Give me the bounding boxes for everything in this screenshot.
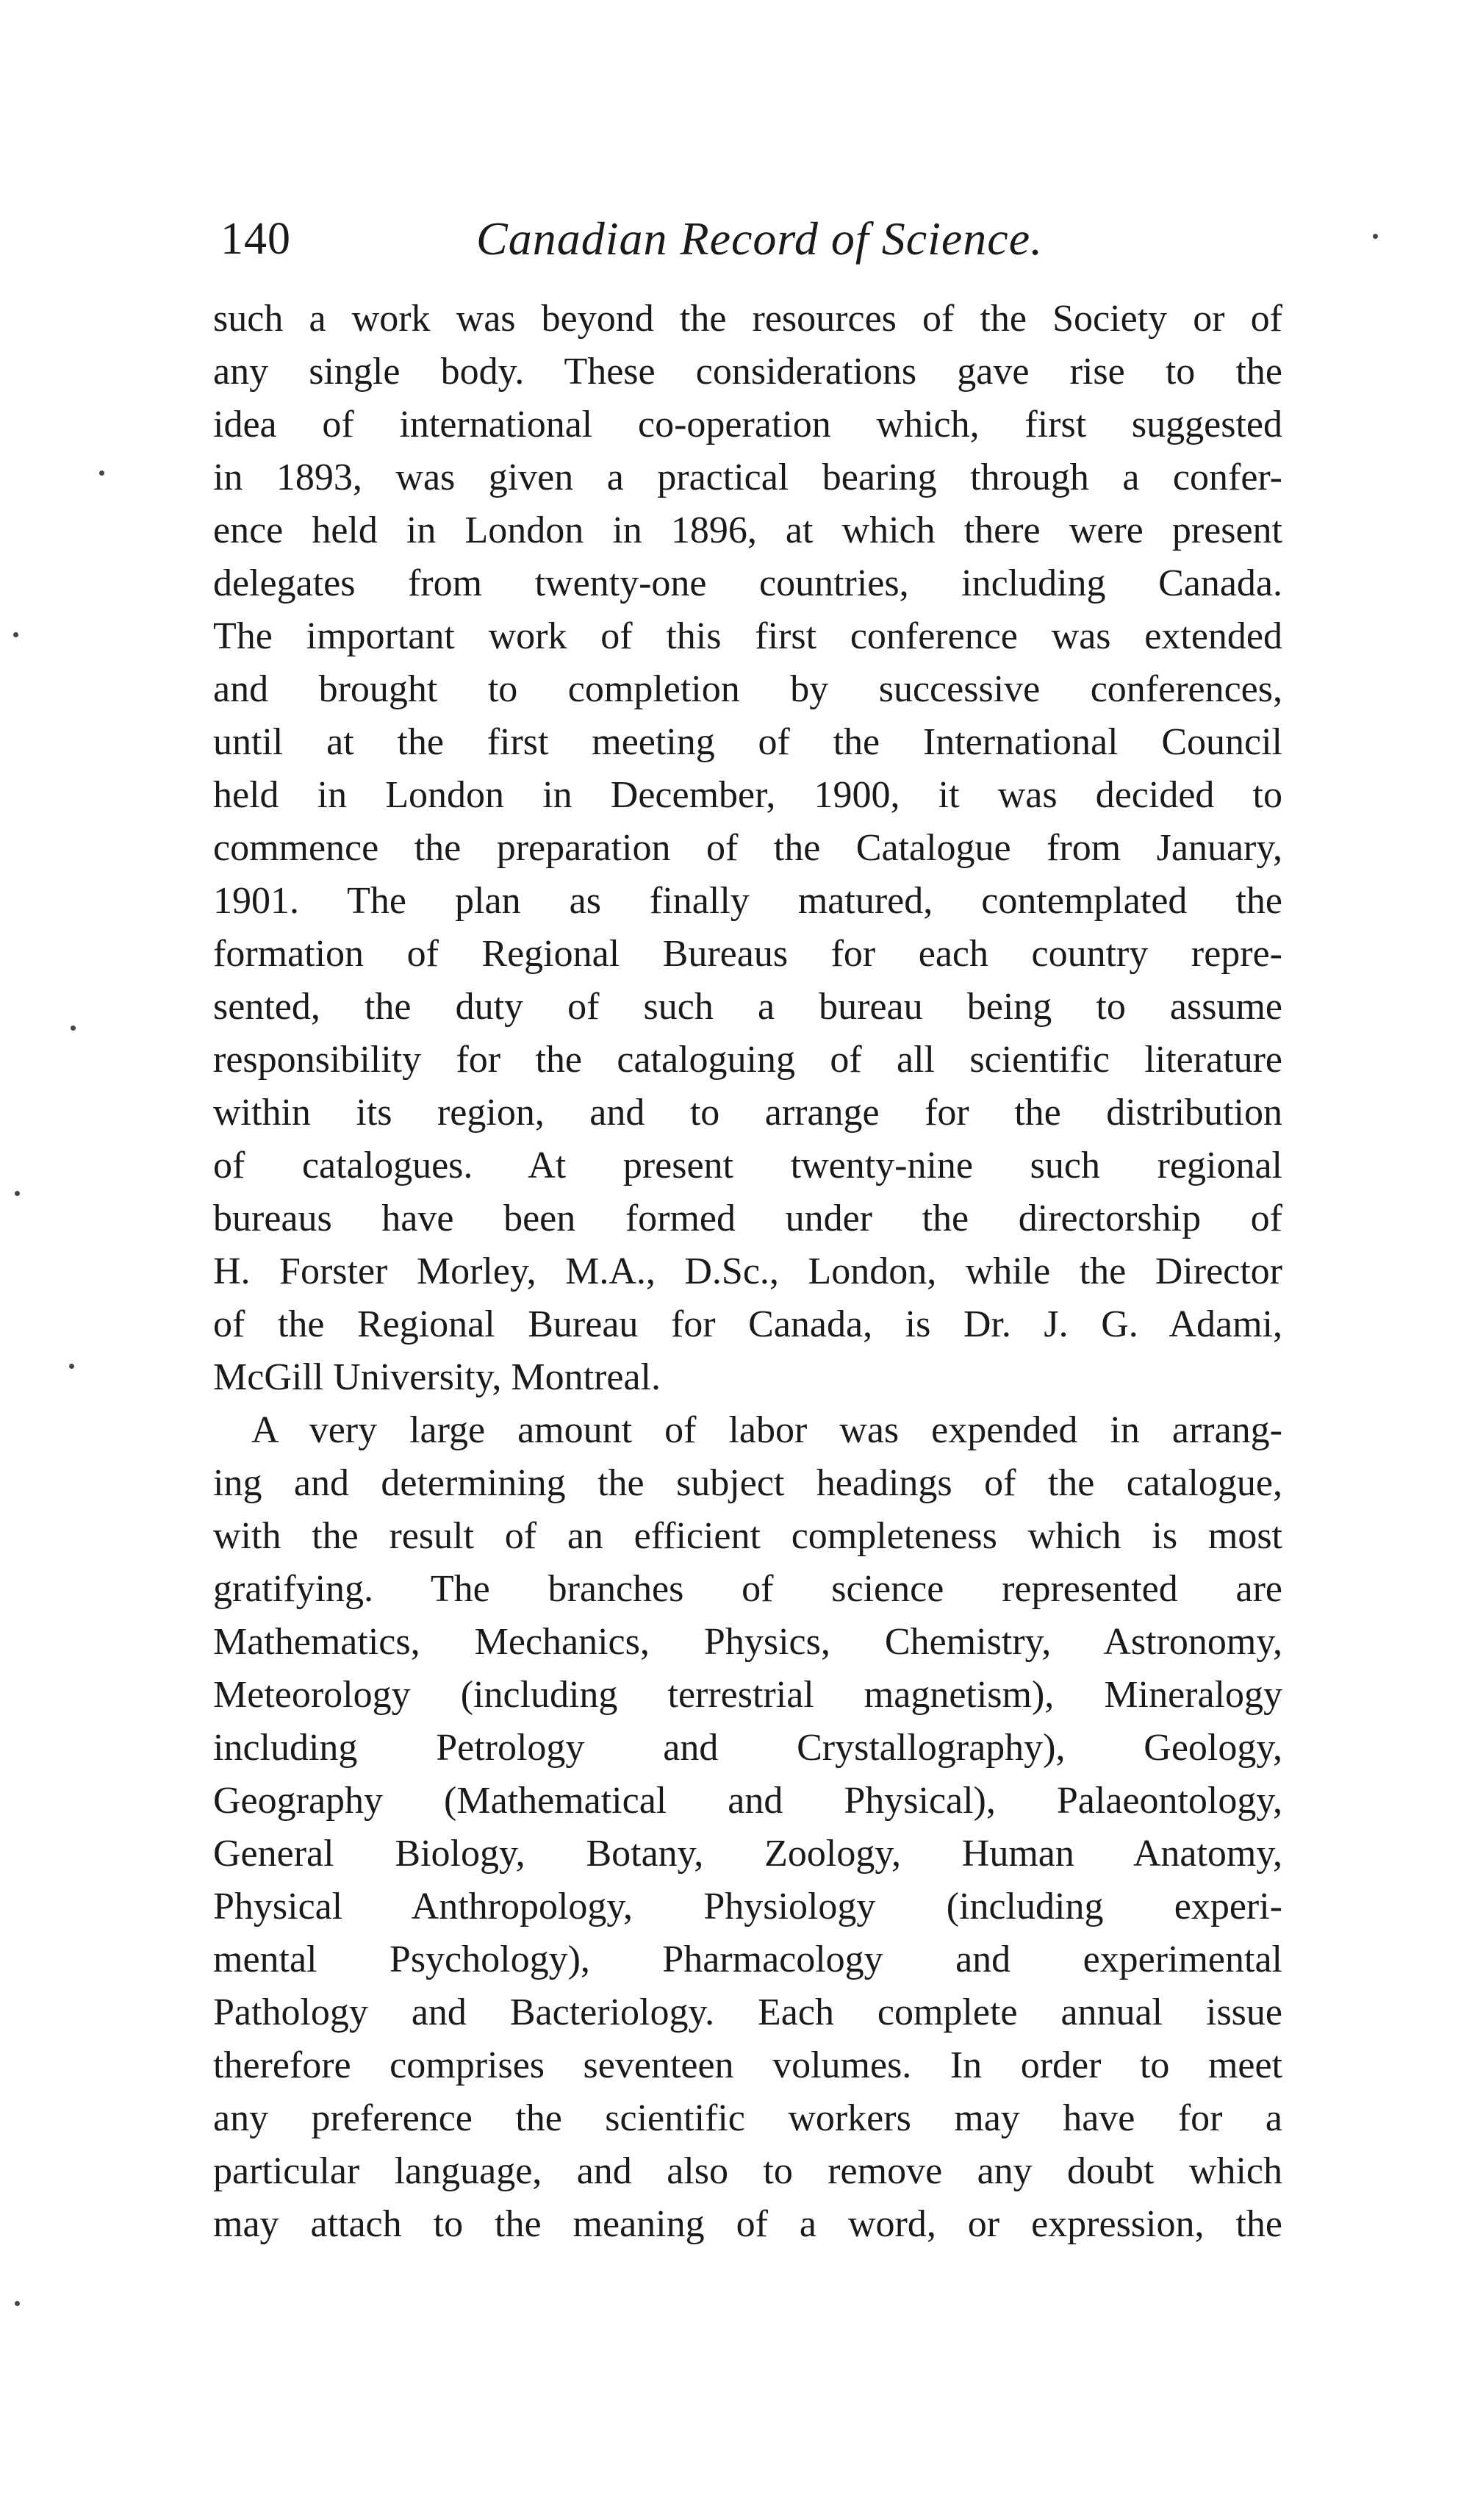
text-line: commence the preparation of the Catalogue from January, [213, 827, 1282, 869]
text-line: and brought to completion by successive conferences, [213, 668, 1282, 710]
text-line: any single body. These considerations gave rise to the [213, 351, 1282, 393]
paragraph [213, 293, 1282, 1404]
text-line: mental Psychology), Pharmacology and experimental [213, 1939, 1282, 1980]
text-line: Pathology and Bacteriology. Each complete annual issue [213, 1991, 1282, 2033]
text-line: therefore comprises seventeen volumes. In order to meet [213, 2044, 1282, 2086]
text-line: Mathematics, Mechanics, Physics, Chemistry, Astronomy, [213, 1621, 1282, 1663]
text-line: particular language, and also to remove any doubt which [213, 2150, 1282, 2192]
text-line: Meteorology (including terrestrial magnetism), Mineralogy [213, 1674, 1282, 1716]
text-line: formation of Regional Bureaus for each country repre- [213, 933, 1282, 975]
page-number: 140 [220, 214, 291, 264]
text-line: of catalogues. At present twenty-nine such regional [213, 1145, 1282, 1186]
text-line: The important work of this first conference was extended [213, 615, 1282, 657]
text-line: may attach to the meaning of a word, or expression, the [213, 2203, 1282, 2245]
text-line: responsibility for the cataloguing of all scientific literature [213, 1039, 1282, 1081]
text-line: General Biology, Botany, Zoology, Human Anatomy, [213, 1833, 1282, 1875]
text-line: gratifying. The branches of science represented are [213, 1568, 1282, 1610]
text-line: Geography (Mathematical and Physical), Palaeontology, [213, 1780, 1282, 1822]
text-line: of the Regional Bureau for Canada, is Dr. J. G. Adami, [213, 1303, 1282, 1345]
text-line: ing and determining the subject headings of the catalogue, [213, 1462, 1282, 1504]
text-line: H. Forster Morley, M.A., D.Sc., London, while the Director [213, 1250, 1282, 1292]
text-line: including Petrology and Crystallography), Geology, [213, 1727, 1282, 1769]
text-line: McGill University, Montreal. [213, 1356, 661, 1398]
text-line: sented, the duty of such a bureau being to assume [213, 986, 1282, 1028]
text-line: within its region, and to arrange for the distribution [213, 1092, 1282, 1134]
page-header [0, 206, 1461, 272]
paragraph [213, 1404, 1282, 2251]
text-line: until at the first meeting of the International Council [213, 721, 1282, 763]
text-line: any preference the scientific workers may have for a [213, 2097, 1282, 2139]
text-line: held in London in December, 1900, it was decided to [213, 774, 1282, 816]
text-line: with the result of an efficient completeness which is most [213, 1515, 1282, 1557]
text-line: bureaus have been formed under the directorship of [213, 1198, 1282, 1239]
text-line: Physical Anthropology, Physiology (including experi- [213, 1886, 1282, 1927]
text-line: A very large amount of labor was expended in arrang- [251, 1409, 1282, 1451]
body-text [213, 293, 1282, 2251]
text-line: delegates from twenty-one countries, including Canada. [213, 562, 1282, 604]
text-line: ence held in London in 1896, at which there were present [213, 509, 1282, 551]
text-line: 1901. The plan as finally matured, contemplated the [213, 880, 1282, 922]
text-line: such a work was beyond the resources of the Society or of [213, 298, 1282, 340]
text-line: in 1893, was given a practical bearing through a confer- [213, 457, 1282, 498]
running-title: Canadian Record of Science. [476, 212, 1044, 265]
text-line: idea of international co-operation which, first suggested [213, 404, 1282, 445]
